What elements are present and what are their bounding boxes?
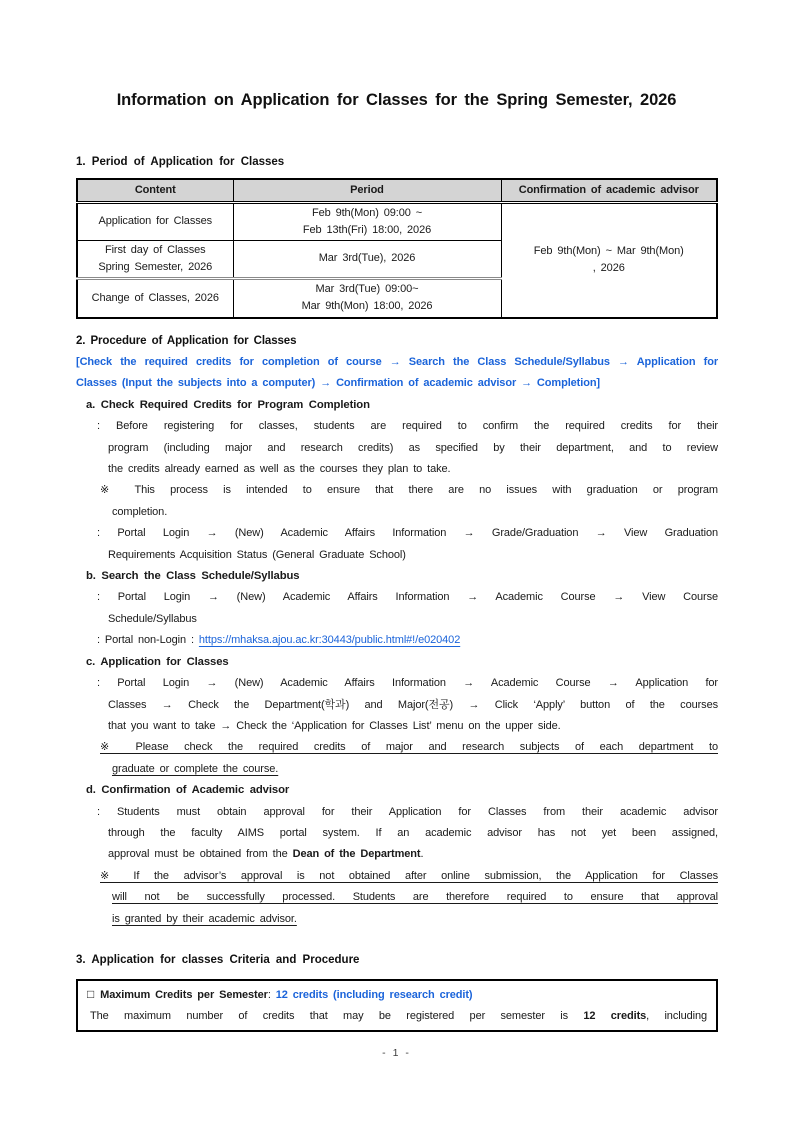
table-row: [77, 202, 717, 240]
body-line: program (including major and research credits) as specified by their department, and to review: [108, 441, 718, 454]
section1-heading: 1. Period of Application for Classes: [76, 156, 285, 168]
cell-period: Feb 9th(Mon) 09:00 ~ Feb 13th(Fri) 18:00, 2026: [233, 202, 501, 240]
subsection-a-heading: a. Check Required Credits for Program Completion: [86, 398, 370, 411]
section3-heading: 3. Application for classes Criteria and Procedure: [76, 953, 360, 966]
cell-period: Mar 3rd(Tue) 09:00~ Mar 9th(Mon) 18:00, 2026: [233, 278, 501, 318]
body-line: : Portal Login → (New) Academic Affairs Information → Academic Course → View Course: [97, 591, 718, 604]
note-line: is granted by their academic advisor.: [112, 912, 297, 925]
note-line: ※ This process is intended to ensure that there are no issues with graduation or program: [100, 484, 718, 497]
subsection-c-heading: c. Application for Classes: [86, 655, 229, 668]
emphasis-text: Dean of the Department: [292, 848, 421, 861]
link-label: : Portal non-Login :: [97, 634, 199, 647]
emphasis-text: 12 credits: [583, 1010, 647, 1023]
cell-content: First day of Classes Spring Semester, 2026: [77, 240, 233, 278]
max-credits-label: Maximum Credits per Semester: [100, 988, 268, 1001]
note-line: ※ If the advisor’s approval is not obtained after online submission, the Application for Classes: [100, 869, 718, 882]
max-credits-line: □ Maximum Credits per Semester: 12 credits (including research credit): [87, 986, 473, 1001]
body-line: Schedule/Syllabus: [108, 612, 197, 625]
body-line: : Portal Login → (New) Academic Affairs Information → Academic Course → Application for: [97, 677, 718, 690]
note-line: ※ Please check the required credits of major and research subjects of each department to: [100, 741, 718, 754]
note-line: completion.: [112, 505, 168, 518]
col-header-confirmation: Confirmation of academic advisor: [501, 179, 717, 202]
note-line: graduate or complete the course.: [112, 762, 279, 775]
page-title: Information on Application for Classes for the Spring Semester, 2026: [116, 91, 677, 109]
criteria-box: [76, 979, 718, 1032]
portal-link[interactable]: https://mhaksa.ajou.ac.kr:30443/public.html#!/e020402: [198, 634, 461, 647]
body-line: through the faculty AIMS portal system. If an academic advisor has not yet been assigned,: [108, 826, 718, 839]
body-line: : Students must obtain approval for their Application for Classes from their academic advisor: [97, 805, 718, 818]
col-header-period: Period: [233, 179, 501, 202]
body-line: Classes → Check the Department(학과) and Major(전공) → Click ‘Apply’ button of the courses: [108, 698, 718, 711]
checkbox-icon: □: [87, 986, 95, 1001]
subsection-d-heading: d. Confirmation of Academic advisor: [86, 784, 290, 797]
cell-content: Application for Classes: [77, 202, 233, 240]
body-line: [76, 630, 718, 651]
max-credits-description: The maximum number of credits that may be registered per semester is 12 credits, including: [90, 1010, 707, 1023]
procedure-flow-line: Classes (Input the subjects into a computer) → Confirmation of academic advisor → Completion]: [76, 377, 600, 390]
section2-heading: 2. Procedure of Application for Classes: [76, 335, 297, 347]
note-line: will not be successfully processed. Students are therefore required to ensure that approval: [112, 891, 718, 904]
cell-confirmation: Feb 9th(Mon) ~ Mar 9th(Mon) , 2026: [501, 202, 717, 318]
application-period-table: [76, 178, 718, 319]
body-line: Requirements Acquisition Status (General Graduate School): [108, 548, 406, 561]
procedure-flow-line: [Check the required credits for completion of course → Search the Class Schedule/Syllabus → Application for: [76, 356, 718, 368]
col-header-content: Content: [77, 179, 233, 202]
body-line: that you want to take → Check the ‘Application for Classes List’ menu on the upper side.: [108, 719, 561, 732]
body-line: : Portal Login → (New) Academic Affairs Information → Grade/Graduation → View Graduation: [97, 527, 718, 540]
subsection-b-heading: b. Search the Class Schedule/Syllabus: [86, 570, 300, 583]
body-line: : Before registering for classes, students are required to confirm the required credits for their: [97, 420, 718, 433]
cell-period: Mar 3rd(Tue), 2026: [233, 240, 501, 278]
cell-content: Change of Classes, 2026: [77, 278, 233, 318]
max-credits-value: 12 credits (including research credit): [275, 988, 473, 1001]
page-number: - 1 -: [382, 1046, 411, 1059]
table-header-row: [77, 179, 717, 202]
body-line: the credits already earned as well as the courses they plan to take.: [108, 463, 451, 476]
body-line: approval must be obtained from the Dean of the Department.: [108, 848, 424, 861]
